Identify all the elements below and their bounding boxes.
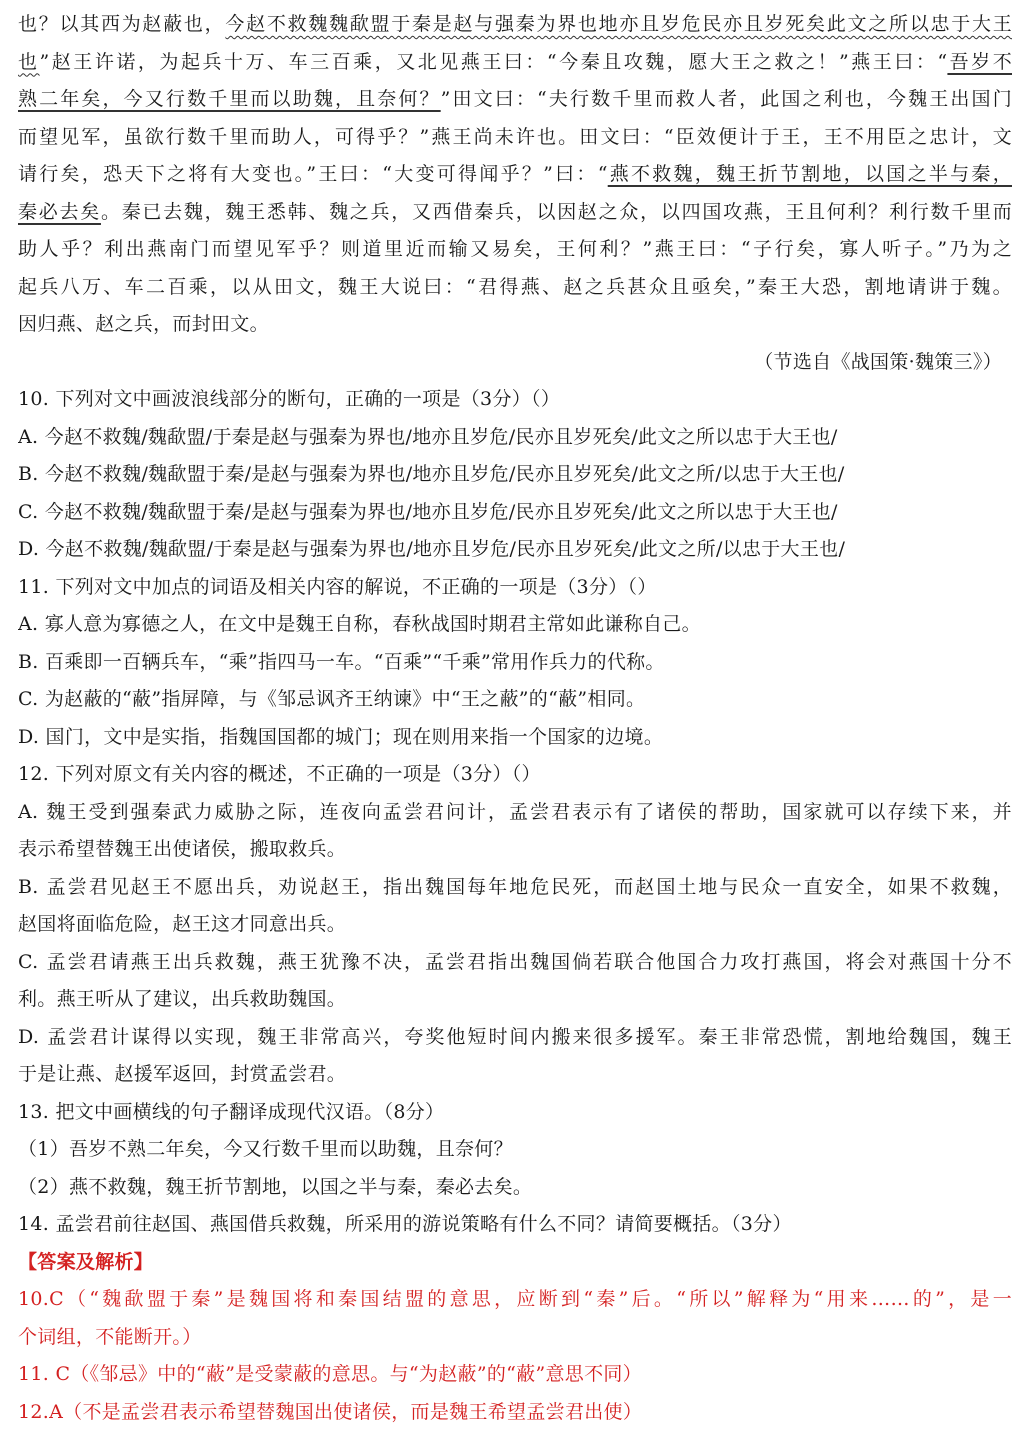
- question-line: 13. 把文中画横线的句子翻译成现代汉语。（8分）: [18, 1100, 445, 1123]
- passage-line: [18, 44, 1012, 82]
- answer-line: 11. C（《邹忌》中的“蔽”是受蒙蔽的意思。与“为赵蔽”的“蔽”意思不同）: [18, 1363, 642, 1385]
- option-line: B. 孟尝君见赵王不愿出兵，劝说赵王，指出魏国每年地危民死，而赵国土地与民众一直安全，如果不救魏，: [18, 875, 1012, 898]
- passage-line: 而望见军，虽欲行数千里而助人，可得乎？”燕王尚未许也。田文曰：“臣效便计于王，王不用臣之忠计，文: [18, 125, 1012, 148]
- translation-item: （1）吾岁不熟二年矣，今又行数千里而以助魏，且奈何？: [18, 1138, 513, 1160]
- passage-line: [18, 6, 1012, 44]
- passage-text: ”田文曰：“夫行数千里而救人者，此国之利也，今魏王出国门: [440, 88, 1012, 110]
- answer-line: 12.A（不是孟尝君表示希望替魏国出使诸侯，而是魏王希望孟尝君出使）: [18, 1400, 643, 1423]
- answer-line: 10.C（“魏歃盟于秦”是魏国将和秦国结盟的意思，应断到“秦”后。“所以”解释为“用来……的”，是一: [18, 1288, 1012, 1310]
- underlined-text: 吾岁不: [947, 50, 1012, 73]
- passage-text: 。秦已去魏，魏王悉韩、魏之兵，又西借秦兵，以因赵之众，以四国攻燕，王且何利？利行数千里而: [100, 200, 1012, 223]
- wavy-underlined-text: 也: [18, 50, 40, 73]
- option-line: A. 寡人意为寡德之人，在文中是魏王自称，春秋战国时期君主常如此谦称自己。: [18, 613, 701, 635]
- passage-line: 助人乎？利出燕南门而望见军乎？则道里近而输又易矣，王何利？”燕王曰：“子行矣，寡人听子。”乃为之: [18, 238, 1012, 260]
- option-line: C. 孟尝君请燕王出兵救魏，燕王犹豫不决，孟尝君指出魏国倘若联合他国合力攻打燕国，将会对燕国十分不: [18, 950, 1012, 973]
- answer-line: 个词组，不能断开。）: [18, 1325, 202, 1348]
- question-line: 10. 下列对文中画波浪线部分的断句，正确的一项是（3分）（）: [18, 388, 561, 410]
- underlined-text: 熟二年矣，今又行数千里而以助魏，且奈何？: [18, 88, 441, 110]
- passage-source: （节选自《战国策·魏策三》）: [754, 350, 1002, 373]
- option-line: D. 今赵不救魏/魏歃盟/于秦是赵与强秦为界也/地亦且岁危/民亦且岁死矣/此文之所/以忠于大王也/: [18, 538, 846, 560]
- question-line: 14. 孟尝君前往赵国、燕国借兵救魏，所采用的游说策略有什么不同？请简要概括。（3分）: [18, 1213, 792, 1235]
- option-line: B. 百乘即一百辆兵车，“乘”指四马一车。“百乘”“千乘”常用作兵力的代称。: [18, 650, 665, 673]
- answer-heading: 【答案及解析】: [18, 1250, 154, 1273]
- passage-text: 请行矣，恐天下之将有大变也。”王曰：“大变可得闻乎？”曰：“: [18, 163, 608, 185]
- option-line: 表示希望替魏王出使诸侯，搬取救兵。: [18, 838, 347, 860]
- option-line: A. 魏王受到强秦武力威胁之际，连夜向孟尝君问计，孟尝君表示有了诸侯的帮助，国家就可以存续下来，并: [18, 800, 1012, 823]
- underlined-text: 秦必去矣: [18, 200, 101, 223]
- option-line: C. 为赵蔽的“蔽”指屏障，与《邹忌讽齐王纳谏》中“王之蔽”的“蔽”相同。: [18, 688, 646, 710]
- passage-line: [18, 81, 1012, 119]
- passage-line: 因归燕、赵之兵，而封田文。: [18, 313, 269, 335]
- option-line: B. 今赵不救魏/魏歃盟于秦/是赵与强秦为界也/地亦且岁危/民亦且岁死矣/此文之所/以忠于大王也/: [18, 463, 845, 485]
- option-line: C. 今赵不救魏/魏歃盟于秦/是赵与强秦为界也/地亦且岁危/民亦且岁死矣/此文之所以忠于大王也/: [18, 500, 838, 523]
- option-line: D. 孟尝君计谋得以实现，魏王非常高兴，夸奖他短时间内搬来很多援军。秦王非常恐慌，割地给魏国，魏王: [18, 1025, 1012, 1048]
- option-line: 于是让燕、赵援军返回，封赏孟尝君。: [18, 1063, 347, 1085]
- question-line: 12. 下列对原文有关内容的概述，不正确的一项是（3分）（）: [18, 763, 541, 785]
- passage-text: ”赵王许诺，为起兵十万、车三百乘，又北见燕王曰：“今秦且攻魏，愿大王之救之！”燕王曰：“: [39, 50, 948, 73]
- option-line: 利。燕王听从了建议，出兵救助魏国。: [18, 988, 347, 1010]
- passage-text: 也？以其西为赵蔽也，: [18, 13, 226, 35]
- option-line: 赵国将面临危险，赵王这才同意出兵。: [18, 913, 347, 935]
- underlined-text: 燕不救魏，魏王折节割地，以国之半与秦，: [607, 163, 1012, 185]
- translation-item: （2）燕不救魏，魏王折节割地，以国之半与秦，秦必去矣。: [18, 1175, 533, 1198]
- question-line: 11. 下列对文中加点的词语及相关内容的解说，不正确的一项是（3分）（）: [18, 575, 657, 598]
- wavy-underlined-text: 今赵不救魏魏歃盟于秦是赵与强秦为界也地亦且岁危民亦且岁死矣此文之所以忠于大王: [225, 13, 1012, 35]
- passage-line: [18, 156, 1012, 194]
- passage-line: [18, 194, 1012, 232]
- passage-line: 起兵八万、车二百乘，以从田文，魏王大说曰：“君得燕、赵之兵甚众且亟矣，”秦王大恐，割地请讲于魏。: [18, 275, 1012, 298]
- option-line: A. 今赵不救魏/魏歃盟/于秦是赵与强秦为界也/地亦且岁危/民亦且岁死矣/此文之所以忠于大王也/: [18, 425, 838, 448]
- option-line: D. 国门，文中是实指，指魏国国都的城门；现在则用来指一个国家的边境。: [18, 725, 664, 748]
